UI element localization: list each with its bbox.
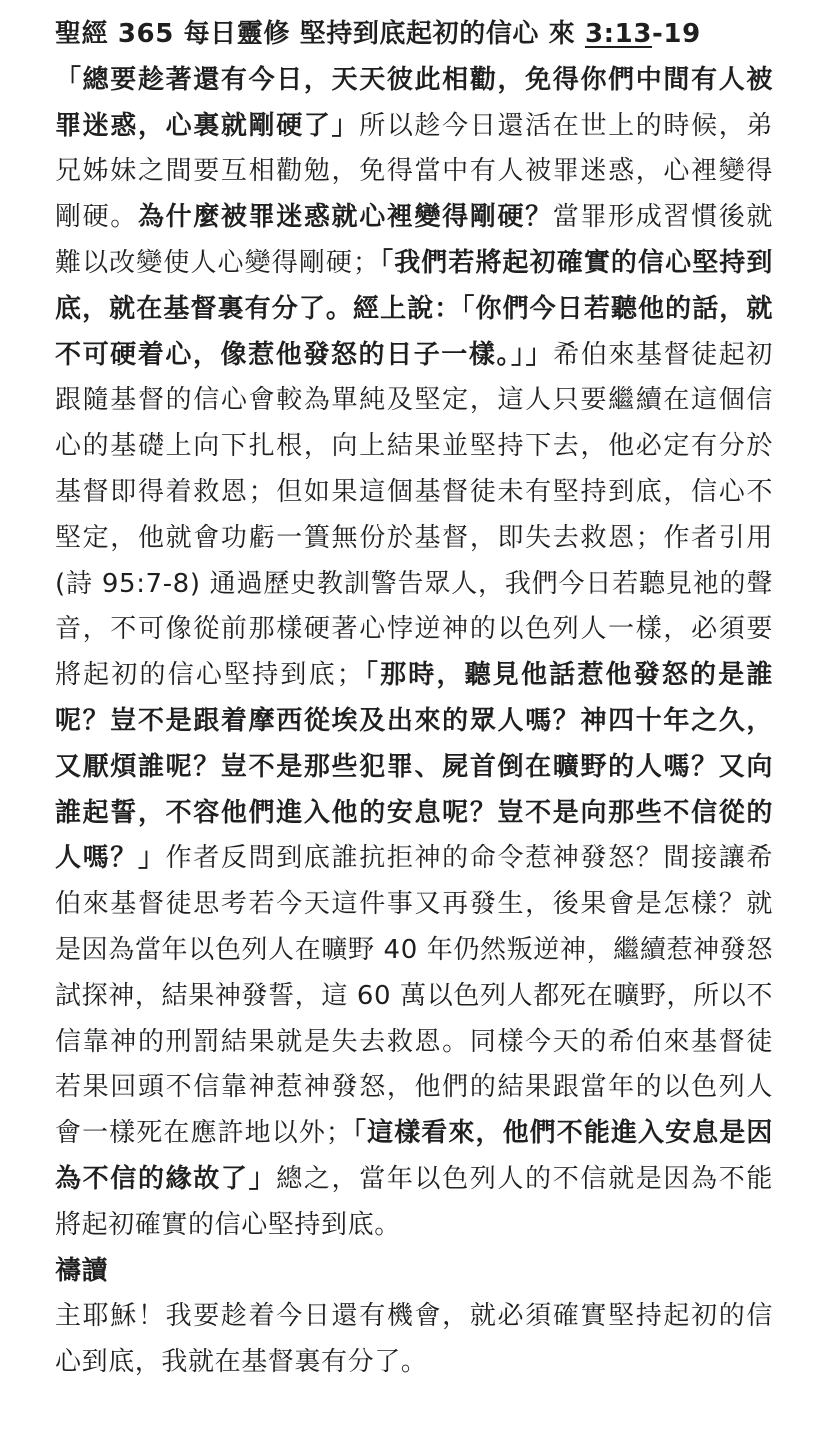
scripture-quote: 「這樣看來，他們不能進入安息是因為不信的緣故了」 xyxy=(55,1118,773,1194)
devotional-body xyxy=(55,58,773,1249)
devotional-title xyxy=(55,12,773,58)
scripture-quote: 「我們若將起初確實的信心堅持到底，就在基督裏有分了。經上說：「你們今日若聽他的話，就不可硬着心，像惹他發怒的日子一樣。」」 xyxy=(55,247,773,370)
scripture-quote: 「總要趁著還有今日，天天彼此相勸，免得你們中間有人被罪迷惑，心裏就剛硬了」 xyxy=(55,64,773,141)
question-text: 為什麼被罪迷惑就心裡變得剛硬？ xyxy=(137,202,553,233)
commentary-text: 總之，當年以色列人的不信就是因為不能將起初確實的信心堅持到底。 xyxy=(55,1163,773,1240)
scripture-reference-link[interactable]: 3:13 xyxy=(584,19,653,49)
prayer-text: 主耶穌！我要趁着今日還有機會，就必須確實堅持起初的信心到底，我就在基督裏有分了。 xyxy=(55,1301,773,1378)
commentary-text: 作者反問到底誰抗拒神的命令惹神發怒？間接讓希伯來基督徒思考若今天這件事又再發生，後果會是怎樣？就是因為當年以色列人在曠野 40 年仍然叛逆神，繼續惹神發怒試探神，結果神發誓，這 60 萬以色列人都死在曠野，所以不信靠神的刑罰結果就是失去救恩。同樣今天的希伯來基督徒若果回頭不信靠神惹神發怒，他們的結果跟當年的以色列人會一樣死在應許地以外； xyxy=(55,843,773,1149)
commentary-text: 希伯來基督徒起初跟隨基督的信心會較為單純及堅定，這人只要繼續在這個信心的基礎上向下扎根，向上結果並堅持下去，他必定有分於基督即得着救恩；但如果這個基督徒未有堅持到底，信心不堅定，他就會功虧一簣無份於基督，即失去救恩；作者引用 (詩 95:7-8) 通過歷史教訓警告眾人，我們今日若聽見祂的聲音，不可像從前那樣硬著心悖逆神的以色列人一樣，必須要將起初的信心堅持到底； xyxy=(55,339,773,691)
scripture-quote: 「那時，聽見他話惹他發怒的是誰呢？豈不是跟着摩西從埃及出來的眾人嗎？神四十年之久，又厭煩誰呢？豈不是那些犯罪、屍首倒在曠野的人嗎？又向誰起誓，不容他們進入他的安息呢？豈不是向那些不信從的人嗎？」 xyxy=(55,660,773,874)
prayer-heading: 禱讀 xyxy=(55,1255,109,1286)
commentary-text: 當罪形成習慣後就難以改變使人心變得剛硬； xyxy=(55,202,773,278)
commentary-text: 所以趁今日還活在世上的時候，弟兄姊妹之間要互相勸勉，免得當中有人被罪迷惑，心裡變得剛硬。 xyxy=(55,110,773,233)
title-suffix: -19 xyxy=(652,19,701,49)
devotional-page xyxy=(55,12,773,1386)
title-prefix: 聖經 365 每日靈修 堅持到底起初的信心 來 xyxy=(55,19,585,49)
